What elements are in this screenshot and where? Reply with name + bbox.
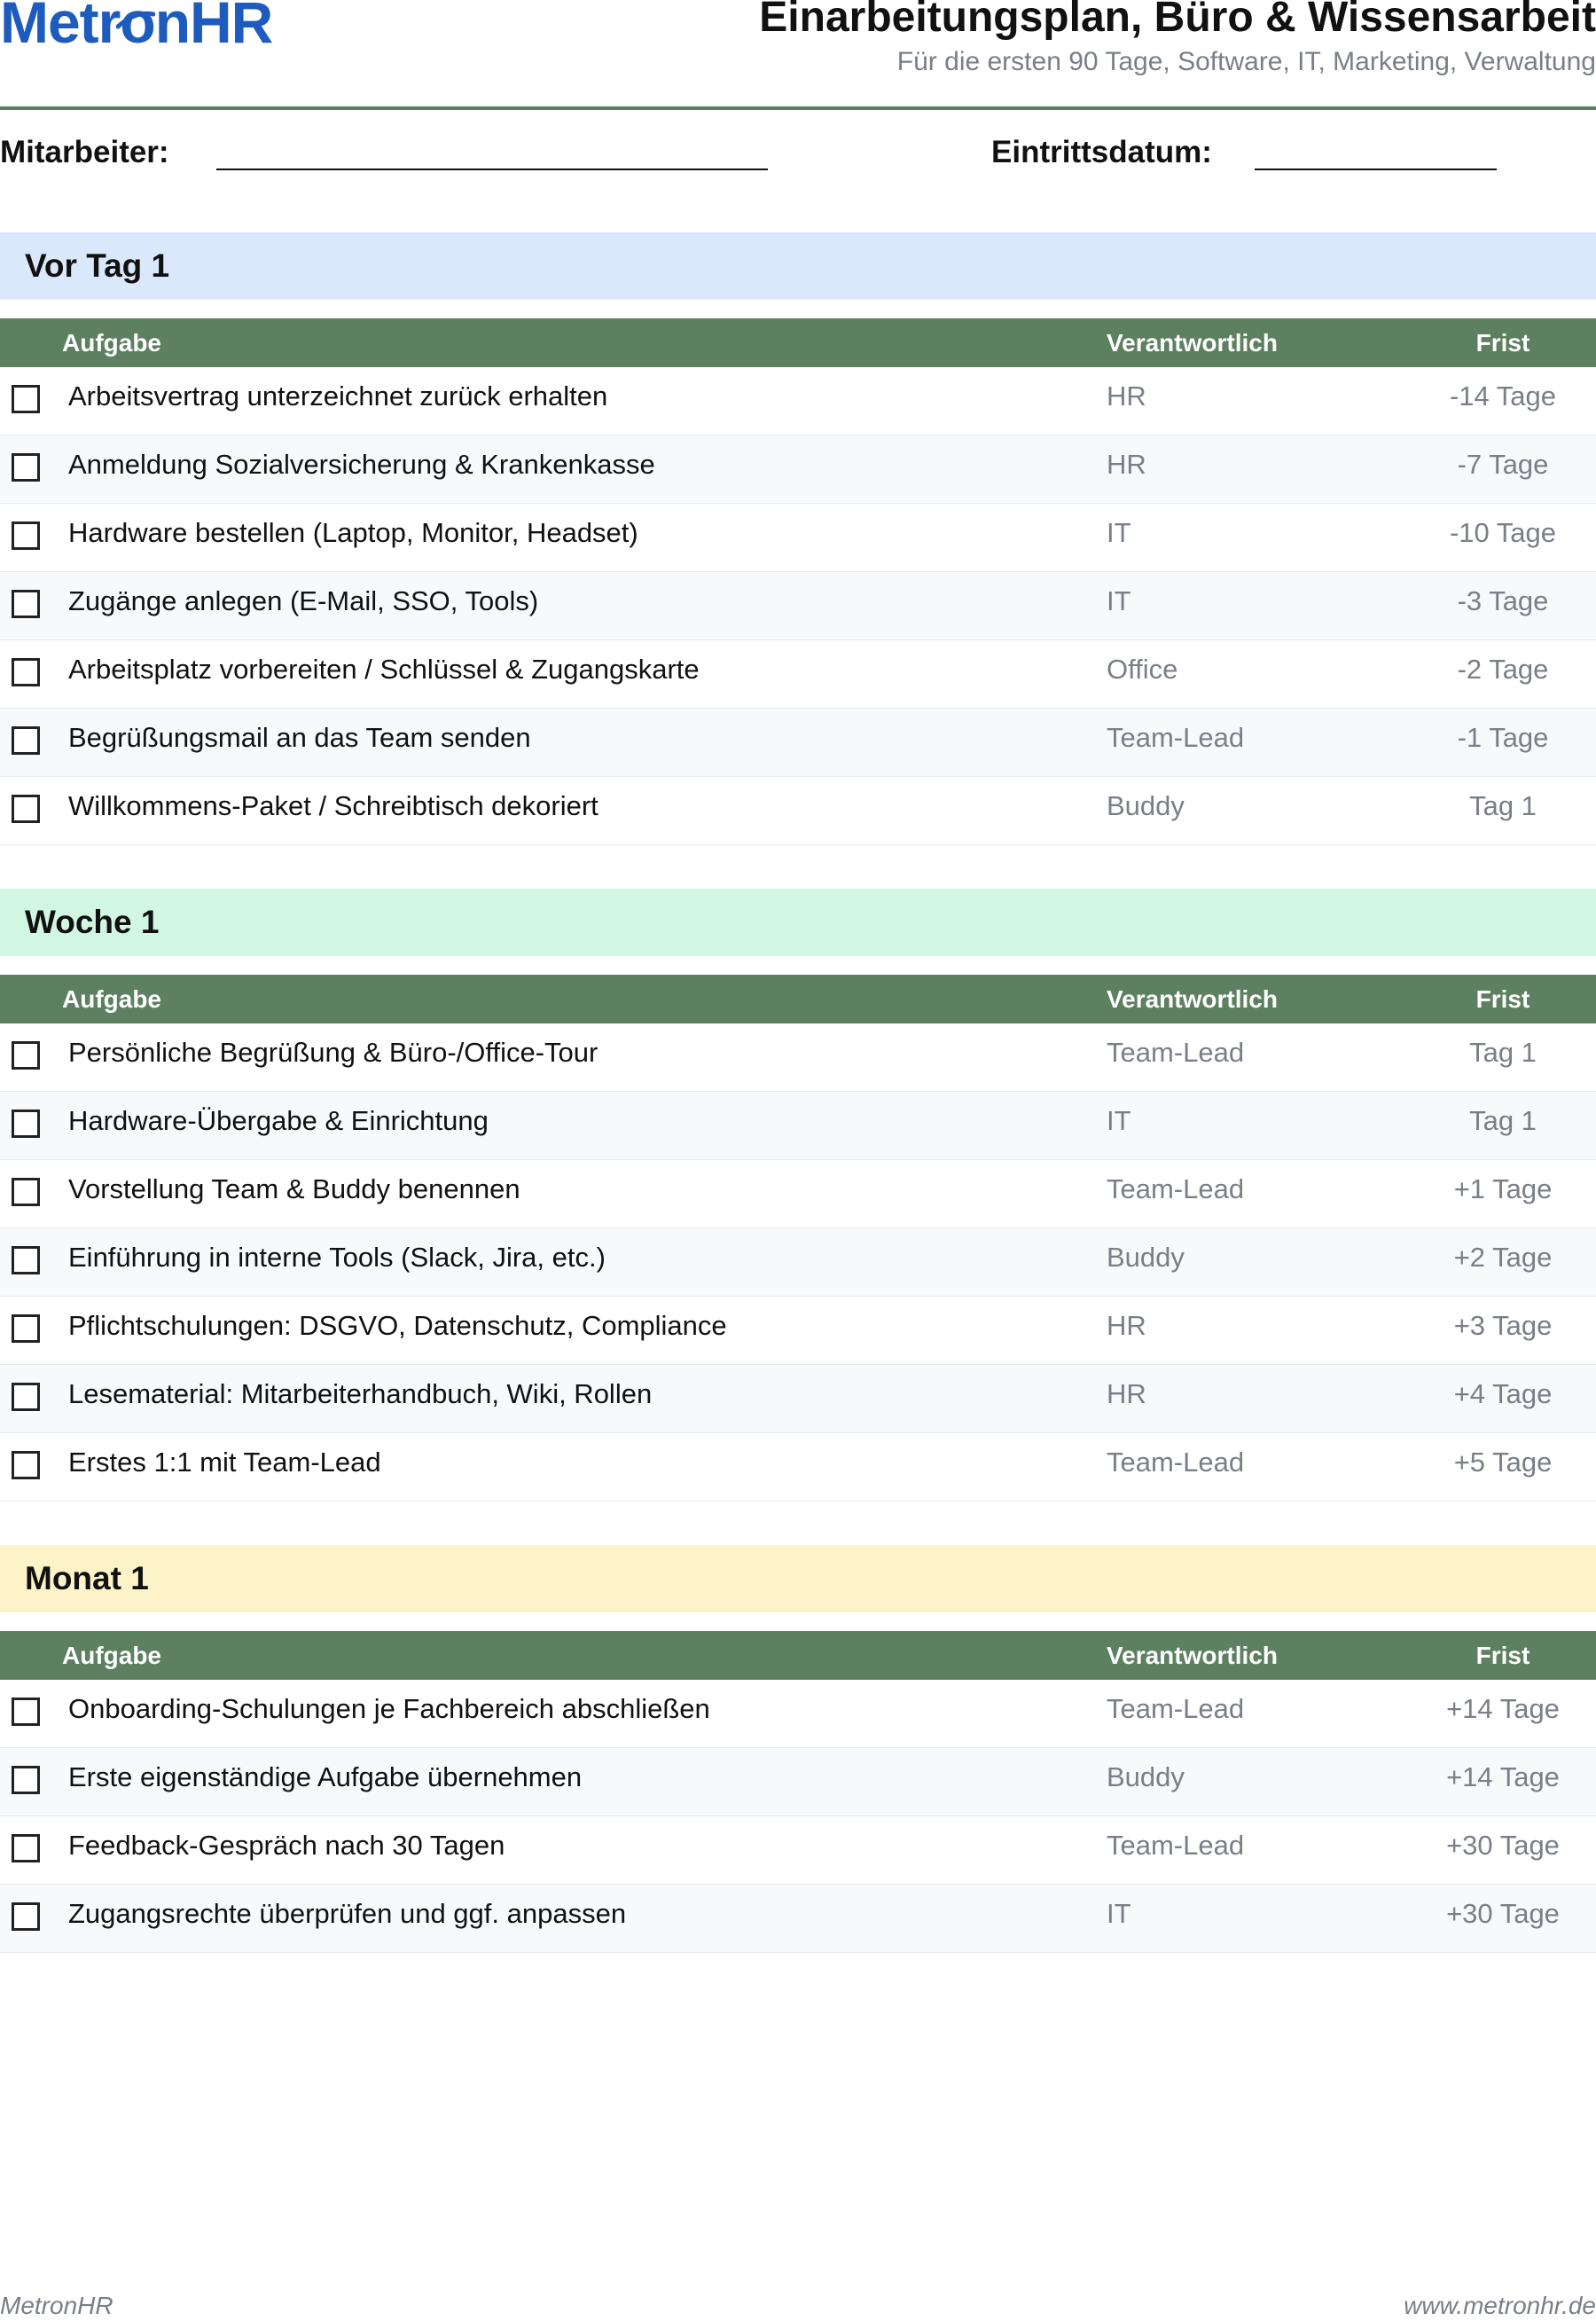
employee-name-field[interactable]: [216, 169, 768, 170]
table-row: [0, 435, 1596, 504]
owner-label: HR: [1107, 449, 1146, 480]
due-label: +5 Tage: [1453, 1447, 1553, 1478]
start-date-field[interactable]: [1255, 169, 1497, 170]
owner-label: Team-Lead: [1107, 1830, 1245, 1861]
section-title: Woche 1: [0, 889, 1596, 956]
due-label: +3 Tage: [1453, 1310, 1553, 1341]
task-checkbox[interactable]: [12, 1041, 40, 1070]
owner-label: Buddy: [1107, 1761, 1185, 1792]
task-label: Erste eigenständige Aufgabe übernehmen: [68, 1761, 583, 1792]
due-label: +4 Tage: [1453, 1378, 1553, 1409]
column-header-due: Frist: [1475, 329, 1530, 357]
task-label: Feedback-Gespräch nach 30 Tagen: [68, 1830, 505, 1861]
table-header: [0, 1631, 1596, 1680]
due-label: Tag 1: [1469, 1037, 1537, 1068]
table-header: [0, 975, 1596, 1023]
brand-logo-text-end: nHR: [154, 0, 273, 55]
task-label: Persönliche Begrüßung & Büro-/Office-Tour: [68, 1037, 598, 1068]
section-title: Vor Tag 1: [0, 232, 1596, 300]
task-label: Vorstellung Team & Buddy benennen: [68, 1173, 520, 1204]
table-row: [0, 1092, 1596, 1160]
owner-label: IT: [1107, 1898, 1131, 1929]
due-label: +30 Tage: [1446, 1830, 1560, 1861]
task-checkbox[interactable]: [12, 1246, 40, 1274]
column-header-task: Aufgabe: [62, 329, 161, 357]
task-label: Zugänge anlegen (E-Mail, SSO, Tools): [68, 585, 539, 616]
table-row: [0, 1228, 1596, 1297]
table-header: [0, 318, 1596, 367]
owner-label: Team-Lead: [1107, 1037, 1245, 1068]
task-list: [0, 367, 1596, 845]
brand-logo-text-start: Metr: [0, 0, 121, 55]
table-row: [0, 572, 1596, 640]
owner-label: Team-Lead: [1107, 1173, 1245, 1204]
owner-label: Team-Lead: [1107, 722, 1245, 753]
owner-label: HR: [1107, 380, 1146, 412]
owner-label: Office: [1107, 654, 1178, 685]
task-label: Zugangsrechte überprüfen und ggf. anpassen: [68, 1898, 627, 1929]
task-label: Hardware-Übergabe & Einrichtung: [68, 1105, 489, 1136]
task-list: [0, 1023, 1596, 1502]
page-subtitle: Für die ersten 90 Tage, Software, IT, Marketing, Verwaltung: [896, 47, 1596, 76]
owner-label: IT: [1107, 517, 1131, 548]
orbit-swoosh-icon: [116, 7, 155, 34]
task-checkbox[interactable]: [12, 1834, 40, 1862]
task-checkbox[interactable]: [12, 795, 40, 823]
employee-name-label: Mitarbeiter:: [0, 135, 169, 169]
due-label: -10 Tage: [1449, 517, 1557, 548]
task-label: Hardware bestellen (Laptop, Monitor, Headset): [68, 517, 638, 548]
column-header-due: Frist: [1475, 985, 1530, 1013]
due-label: +30 Tage: [1446, 1898, 1560, 1929]
due-label: Tag 1: [1469, 790, 1537, 821]
task-checkbox[interactable]: [12, 521, 40, 550]
table-row: [0, 1885, 1596, 1953]
table-row: [0, 1160, 1596, 1228]
task-label: Anmeldung Sozialversicherung & Krankenkasse: [68, 449, 655, 480]
due-label: +14 Tage: [1446, 1693, 1560, 1724]
task-checkbox[interactable]: [12, 1178, 40, 1206]
task-label: Lesematerial: Mitarbeiterhandbuch, Wiki, Rollen: [68, 1378, 653, 1409]
due-label: -2 Tage: [1457, 654, 1549, 685]
table-row: [0, 709, 1596, 777]
column-header-task: Aufgabe: [62, 1642, 161, 1669]
brand-logo-o: [120, 0, 154, 55]
task-list: [0, 1680, 1596, 1953]
task-checkbox[interactable]: [12, 1902, 40, 1931]
owner-label: IT: [1107, 585, 1131, 616]
task-checkbox[interactable]: [12, 1314, 40, 1343]
task-checkbox[interactable]: [12, 1451, 40, 1479]
due-label: -7 Tage: [1457, 449, 1549, 480]
task-label: Arbeitsvertrag unterzeichnet zurück erhalten: [68, 380, 608, 412]
column-header-owner: Verantwortlich: [1107, 329, 1278, 357]
task-checkbox[interactable]: [12, 1110, 40, 1138]
due-label: -1 Tage: [1457, 722, 1549, 753]
task-checkbox[interactable]: [12, 385, 40, 413]
task-checkbox[interactable]: [12, 1698, 40, 1726]
due-label: Tag 1: [1469, 1105, 1537, 1136]
owner-label: HR: [1107, 1310, 1146, 1341]
footer-url: www.metronhr.de: [1404, 2292, 1596, 2319]
task-label: Erstes 1:1 mit Team-Lead: [68, 1447, 381, 1478]
task-label: Einführung in interne Tools (Slack, Jira, etc.): [68, 1242, 606, 1273]
task-label: Arbeitsplatz vorbereiten / Schlüssel & Zugangskarte: [68, 654, 700, 685]
column-header-owner: Verantwortlich: [1107, 1642, 1278, 1669]
task-label: Begrüßungsmail an das Team senden: [68, 722, 531, 753]
table-row: [0, 640, 1596, 709]
task-checkbox[interactable]: [12, 590, 40, 618]
page-title: Einarbeitungsplan, Büro & Wissensarbeit: [759, 0, 1596, 41]
start-date-label: Eintrittsdatum:: [991, 135, 1212, 169]
table-row: [0, 1816, 1596, 1885]
due-label: -3 Tage: [1457, 585, 1549, 616]
task-checkbox[interactable]: [12, 453, 40, 482]
table-row: [0, 504, 1596, 572]
table-row: [0, 1365, 1596, 1433]
due-label: +1 Tage: [1453, 1173, 1553, 1204]
footer-brand: MetronHR: [0, 2292, 113, 2319]
task-checkbox[interactable]: [12, 726, 40, 755]
table-row: [0, 1748, 1596, 1816]
task-label: Willkommens-Paket / Schreibtisch dekoriert: [68, 790, 598, 821]
column-header-due: Frist: [1475, 1642, 1530, 1669]
task-checkbox[interactable]: [12, 1766, 40, 1794]
owner-label: Team-Lead: [1107, 1693, 1245, 1724]
section-title: Monat 1: [0, 1545, 1596, 1612]
column-header-owner: Verantwortlich: [1107, 985, 1278, 1013]
brand-logo: [0, 0, 272, 55]
table-row: [0, 1680, 1596, 1748]
table-row: [0, 1023, 1596, 1092]
table-row: [0, 367, 1596, 435]
due-label: -14 Tage: [1449, 380, 1557, 412]
task-checkbox[interactable]: [12, 1383, 40, 1411]
column-header-task: Aufgabe: [62, 985, 161, 1013]
brand-logo-o-letter: o: [120, 0, 155, 55]
owner-label: IT: [1107, 1105, 1131, 1136]
header-divider: [0, 106, 1596, 110]
owner-label: HR: [1107, 1378, 1146, 1409]
task-checkbox[interactable]: [12, 658, 40, 686]
task-label: Pflichtschulungen: DSGVO, Datenschutz, Compliance: [68, 1310, 727, 1341]
table-row: [0, 1433, 1596, 1502]
table-row: [0, 1297, 1596, 1365]
owner-label: Buddy: [1107, 1242, 1185, 1273]
due-label: +2 Tage: [1453, 1242, 1553, 1273]
owner-label: Team-Lead: [1107, 1447, 1245, 1478]
due-label: +14 Tage: [1446, 1761, 1560, 1792]
owner-label: Buddy: [1107, 790, 1185, 821]
table-row: [0, 777, 1596, 845]
task-label: Onboarding-Schulungen je Fachbereich abschließen: [68, 1693, 710, 1724]
